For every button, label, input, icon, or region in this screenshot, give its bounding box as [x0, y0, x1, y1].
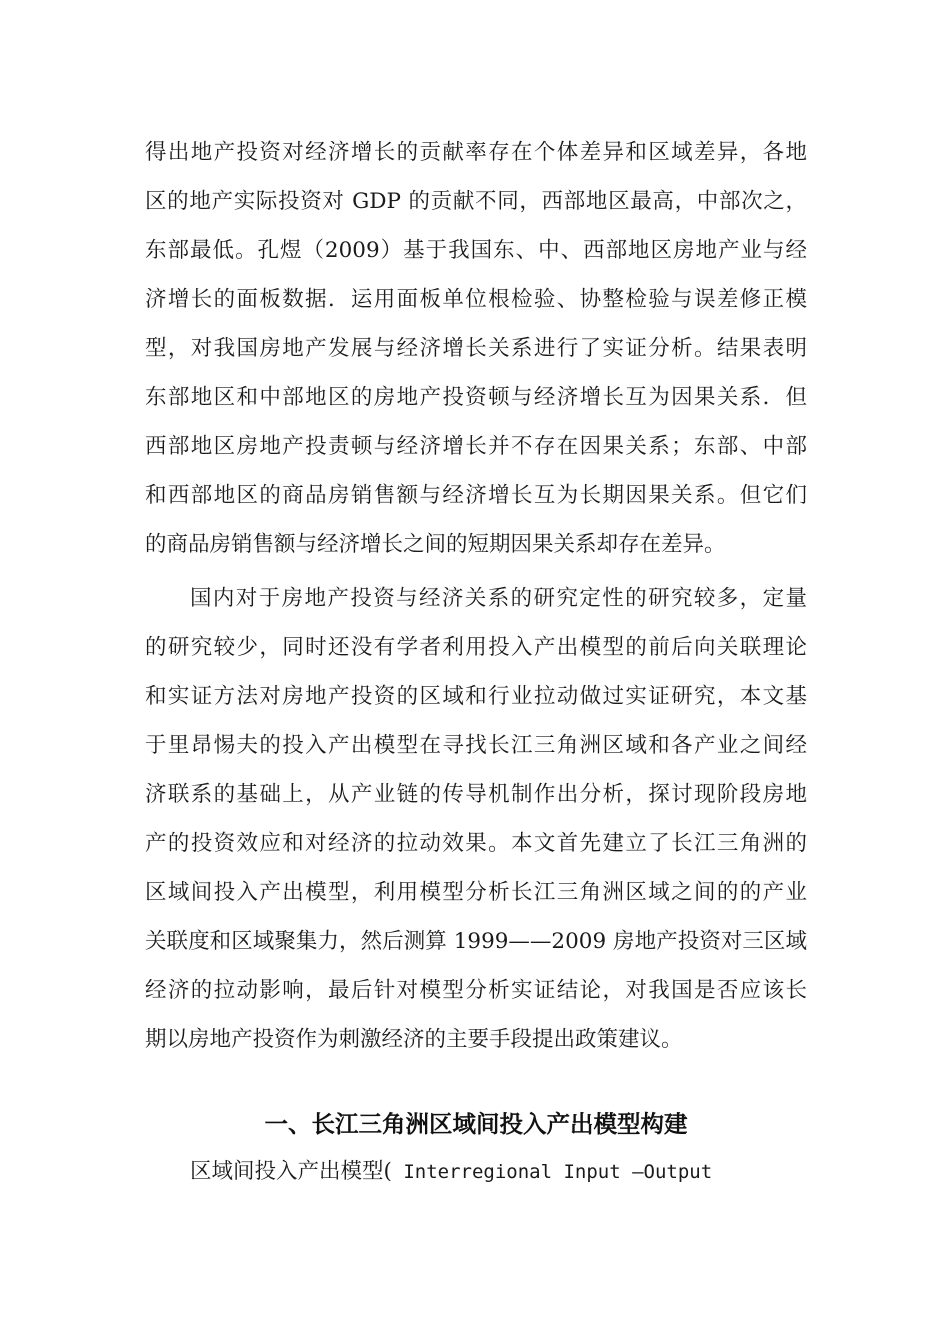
paragraph-1-line-3: 东部最低。孔煜（2009）基于我国东、中、西部地区房地产业与经 [145, 238, 807, 263]
paragraph-1-line-8: 和西部地区的商品房销售额与经济增长互为长期因果关系。但它们 [145, 483, 807, 508]
paragraph-2-line-8: 关联度和区域聚集力，然后测算 1999——2009 房地产投资对三区域 [145, 929, 807, 954]
paragraph-2-line-3: 和实证方法对房地产投资的区域和行业拉动做过实证研究，本文基 [145, 684, 807, 709]
paragraph-2-line-4: 于里昂惕夫的投入产出模型在寻找长江三角洲区域和各产业之间经 [145, 733, 807, 758]
paragraph-1-line-4: 济增长的面板数据．运用面板单位根检验、协整检验与误差修正模 [145, 287, 807, 312]
paragraph-2-line-2: 的研究较少，同时还没有学者利用投入产出模型的前后向关联理论 [145, 635, 807, 660]
paragraph-1-line-5: 型，对我国房地产发展与经济增长关系进行了实证分析。结果表明 [145, 336, 807, 361]
paragraph-1-line-6: 东部地区和中部地区的房地产投资顿与经济增长互为因果关系．但 [145, 385, 807, 410]
paragraph-1-line-2: 区的地产实际投资对 GDP 的贡献不同，西部地区最高，中部次之， [145, 189, 807, 214]
paragraph-2-line-1: 国内对于房地产投资与经济关系的研究定性的研究较多，定量 [190, 586, 807, 611]
paragraph-2-line-7: 区域间投入产出模型，利用模型分析长江三角洲区域之间的的产业 [145, 880, 807, 905]
paragraph-2-line-10: 期以房地产投资作为刺激经济的主要手段提出政策建议。 [145, 1027, 683, 1052]
paragraph-1-line-1: 得出地产投资对经济增长的贡献率存在个体差异和区域差异，各地 [145, 140, 807, 165]
paragraph-2-line-6: 产的投资效应和对经济的拉动效果。本文首先建立了长江三角洲的 [145, 831, 807, 856]
paragraph-2-line-5: 济联系的基础上，从产业链的传导机制作出分析，探讨现阶段房地 [145, 782, 807, 807]
paragraph-1-line-9: 的商品房销售额与经济增长之间的短期因果关系却存在差异。 [145, 532, 726, 557]
paragraph-3-english-text: Interregional Input —Output [391, 1161, 713, 1183]
paragraph-2-line-9: 经济的拉动影响，最后针对模型分析实证结论，对我国是否应该长 [145, 978, 807, 1003]
section-heading: 一、长江三角洲区域间投入产出模型构建 [264, 1110, 688, 1138]
paragraph-3-chinese-text: 区域间投入产出模型( [190, 1159, 392, 1184]
paragraph-3-line-1 [190, 1155, 712, 1189]
paragraph-1-line-7: 西部地区房地产投责顿与经济增长并不存在因果关系；东部、中部 [145, 434, 807, 459]
